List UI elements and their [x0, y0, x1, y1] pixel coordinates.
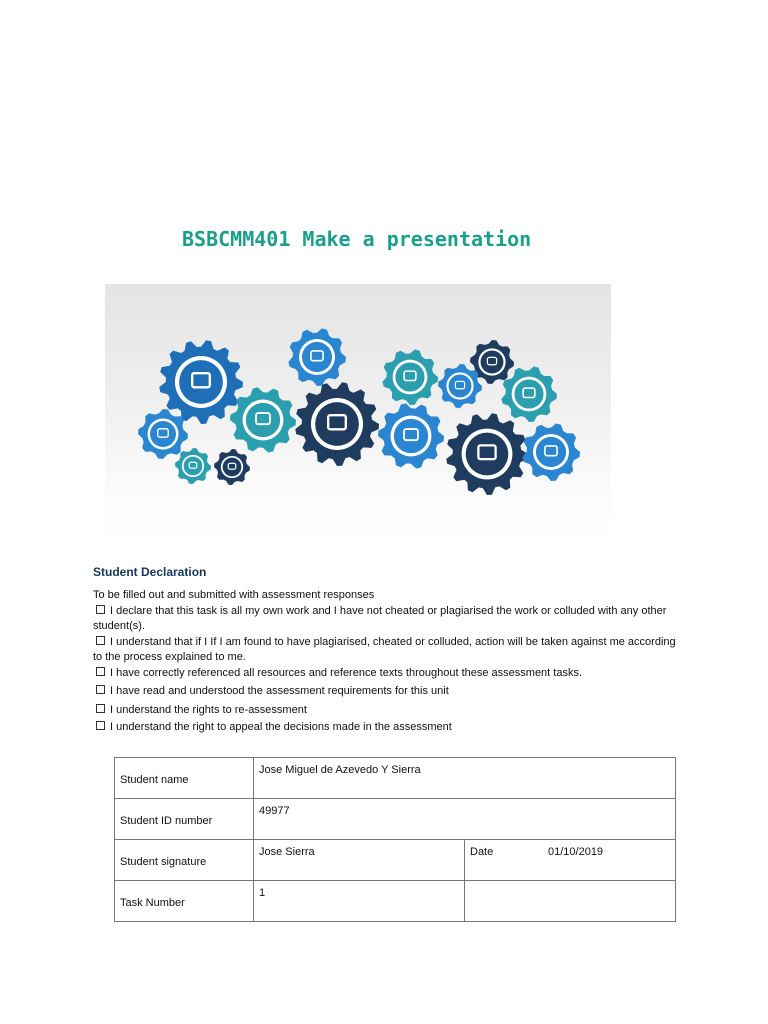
pie-chart-gear	[138, 409, 188, 459]
table-row	[115, 881, 676, 922]
briefcase-gear	[438, 364, 482, 408]
checkbox[interactable]	[96, 605, 105, 614]
declaration-item-text: I understand that if I If I am found to have plagiarised, cheated or colluded, action will be taken against me according to the process explained to me.	[93, 635, 676, 663]
table-row	[115, 799, 676, 840]
table-row	[115, 758, 676, 799]
checklist-icon	[514, 379, 543, 408]
gold-bars-gear	[522, 423, 580, 481]
search-icon	[184, 457, 203, 476]
gold-bars-icon	[536, 437, 566, 467]
declaration-item	[93, 720, 683, 736]
declaration-body	[93, 588, 683, 736]
table-row	[115, 840, 676, 881]
target-icon	[179, 360, 223, 404]
calendar-icon	[395, 362, 424, 391]
declaration-item-text: I have read and understood the assessment requirements for this unit	[110, 685, 449, 697]
chart-board-gear	[288, 328, 346, 386]
lightbulb-icon	[315, 402, 359, 446]
checklist-gear	[501, 366, 557, 422]
checkbox[interactable]	[96, 667, 105, 676]
gears-illustration	[105, 284, 611, 542]
declaration-item	[93, 604, 683, 635]
declaration-item-text: I declare that this task is all my own work and I have not cheated or plagiarised the work or colluded with any other student(s).	[93, 604, 667, 632]
chart-board-icon	[302, 342, 332, 372]
date-label: Date	[470, 846, 494, 858]
task-number-label: Task Number	[115, 881, 254, 922]
declaration-intro: To be filled out and submitted with assessment responses	[93, 589, 375, 601]
credit-card-gear	[378, 403, 444, 468]
bar-chart-icon	[481, 351, 504, 374]
pie-chart-icon	[150, 421, 176, 447]
credit-card-icon	[394, 419, 428, 453]
puzzle-icon	[223, 458, 242, 477]
student-details-table	[114, 757, 676, 922]
briefcase-icon	[449, 375, 472, 398]
puzzle-gear	[214, 449, 250, 485]
declaration-heading: Student Declaration	[93, 565, 207, 579]
declaration-item	[93, 703, 683, 719]
declaration-item	[93, 635, 683, 666]
calendar-gear	[382, 349, 438, 405]
student-id-label: Student ID number	[115, 799, 254, 840]
date-value[interactable]: 01/10/2019	[548, 846, 604, 858]
team-gear	[446, 413, 528, 495]
task-number-value[interactable]: 1	[254, 881, 465, 922]
store-gear	[230, 387, 296, 452]
store-icon	[246, 403, 280, 437]
declaration-item	[93, 666, 683, 682]
target-gear	[159, 340, 243, 424]
team-icon	[466, 433, 509, 476]
signature-value[interactable]: Jose Sierra	[254, 840, 465, 881]
declaration-item	[93, 684, 683, 700]
date-cell	[465, 840, 676, 881]
declaration-item-text: I have correctly referenced all resources and reference texts throughout these assessment tasks.	[110, 666, 583, 679]
checkbox[interactable]	[96, 721, 105, 730]
student-id-value[interactable]: 49977	[254, 799, 676, 840]
page-title: BSBCMM401 Make a presentation	[182, 227, 532, 251]
checkbox[interactable]	[96, 704, 105, 713]
declaration-item-text: I understand the right to appeal the decisions made in the assessment	[110, 721, 452, 733]
student-name-value[interactable]: Jose Miguel de Azevedo Y Sierra	[254, 758, 676, 799]
declaration-item-text: I understand the rights to re-assessment	[110, 703, 307, 716]
gears-banner-image	[105, 284, 611, 542]
checkbox[interactable]	[96, 685, 105, 694]
student-name-label: Student name	[115, 758, 254, 799]
empty-cell	[465, 881, 676, 922]
search-gear	[175, 448, 211, 484]
checkbox[interactable]	[96, 636, 105, 645]
signature-label: Student signature	[115, 840, 254, 881]
lightbulb-gear	[295, 382, 379, 466]
